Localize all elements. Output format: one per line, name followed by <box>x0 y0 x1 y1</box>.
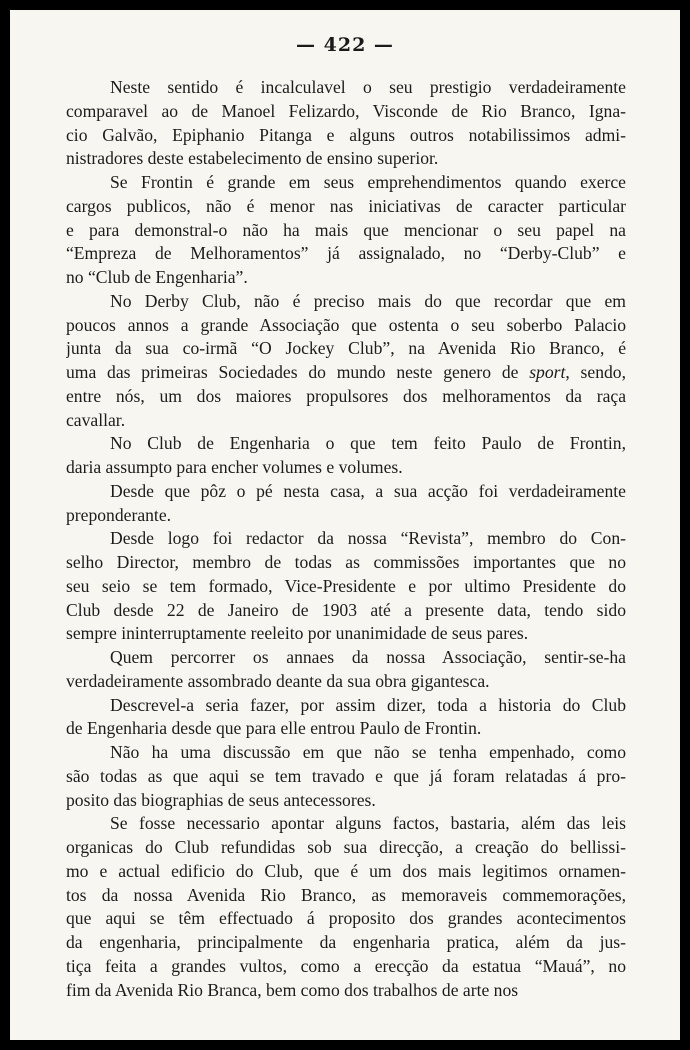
text-line: comparavel ao de Manoel Felizardo, Visconde de Rio Branco, Igna- <box>66 100 626 121</box>
text-line: Desde logo foi redactor da nossa “Revista”, membro do Con- <box>110 528 626 549</box>
text-line: daria assumpto para encher volumes e volumes. <box>66 457 403 477</box>
paragraph <box>66 646 626 694</box>
text-line: junta da sua co-irmã “O Jockey Club”, na Avenida Rio Branco, é <box>66 338 626 359</box>
text-line: organicas do Club refundidas sob sua direcção, a creação do bellissi- <box>66 837 626 857</box>
italic-word: sport <box>529 362 566 382</box>
text-line: selho Director, membro de todas as commissões importantes que no <box>66 552 626 572</box>
text-line: de Engenharia desde que para elle entrou Paulo de Frontin. <box>66 718 482 739</box>
paragraph <box>66 480 626 528</box>
text-line: verdadeiramente assombrado deante da sua obra gigantesca. <box>66 670 490 691</box>
paragraph <box>66 432 626 480</box>
text-body <box>66 76 626 1002</box>
paragraph <box>66 290 626 433</box>
text-line: Club desde 22 de Janeiro de 1903 até a presente data, tendo sido <box>66 599 626 620</box>
text-line: nistradores deste estabelecimento de ensino superior. <box>66 148 439 169</box>
page-number: — 422 — <box>296 34 394 56</box>
text-line: fim da Avenida Rio Branca, bem como dos trabalhos de arte nos <box>66 979 519 1000</box>
text-line: cio Galvão, Epiphanio Pitanga e alguns outros notabilissimos admi- <box>66 124 626 145</box>
text-line: preponderante. <box>66 504 172 525</box>
text-line: cavallar. <box>66 409 126 430</box>
paragraph <box>66 741 626 812</box>
book-page <box>10 10 680 1040</box>
text-line: entre nós, um dos maiores propulsores dos melhoramentos da raça <box>66 385 626 406</box>
text-line: No Derby Club, não é preciso mais do que recordar que em <box>110 290 626 311</box>
text-line: sempre ininterruptamente reeleito por unanimidade de seus pares. <box>66 623 529 644</box>
text-line: cargos publicos, não é menor nas iniciativas de caracter particular <box>66 195 626 216</box>
text-line: Quem percorrer os annaes da nossa Associação, sentir-se-ha <box>110 647 626 667</box>
text-line: são todas as que aqui se tem travado e que já foram relatadas á pro- <box>66 765 626 786</box>
text-line: Não ha uma discussão em que não se tenha empenhado, como <box>110 742 626 762</box>
text-line: uma das primeiras Sociedades do mundo neste genero de sport, sendo, <box>66 362 626 382</box>
text-line: Neste sentido é incalculavel o seu prestigio verdadeiramente <box>110 77 626 97</box>
text-line: que aqui se têm effectuado á proposito dos grandes acontecimentos <box>66 908 626 929</box>
text-line: tos da nossa Avenida Rio Branco, as memoraveis commemorações, <box>66 884 626 905</box>
paragraph <box>66 171 626 290</box>
text-line: posito das biographias de seus antecessores. <box>66 789 376 810</box>
paragraph <box>66 812 626 1002</box>
text-line: Descrevel-a seria fazer, por assim dizer, toda a historia do Club <box>110 694 626 715</box>
text-line: Desde que pôz o pé nesta casa, a sua acção foi verdadeiramente <box>110 480 626 501</box>
paragraph <box>66 694 626 742</box>
paragraph <box>66 76 626 171</box>
text-line: no “Club de Engenharia”. <box>66 267 248 287</box>
text-line: No Club de Engenharia o que tem feito Paulo de Frontin, <box>110 433 626 454</box>
text-line: poucos annos a grande Associação que ostenta o seu soberbo Palacio <box>66 314 626 335</box>
text-line: tiça feita a grandes vultos, como a erecção da estatua “Mauá”, no <box>66 955 626 976</box>
text-line: mo e actual edificio do Club, que é um dos mais legitimos ornamen- <box>66 860 626 881</box>
text-line: Se fosse necessario apontar alguns factos, bastaria, além das leis <box>110 813 626 834</box>
text-line: seu seio se tem formado, Vice-Presidente e por ultimo Presidente do <box>66 575 626 596</box>
text-line: e para demonstral-o não ha mais que mencionar o seu papel na <box>66 219 626 240</box>
text-line: “Empreza de Melhoramentos” já assignalado, no “Derby-Club” e <box>66 243 626 264</box>
paragraph <box>66 527 626 646</box>
text-line: da engenharia, principalmente da engenharia pratica, além da jus- <box>66 932 626 952</box>
text-line: Se Frontin é grande em seus emprehendimentos quando exerce <box>110 172 626 192</box>
